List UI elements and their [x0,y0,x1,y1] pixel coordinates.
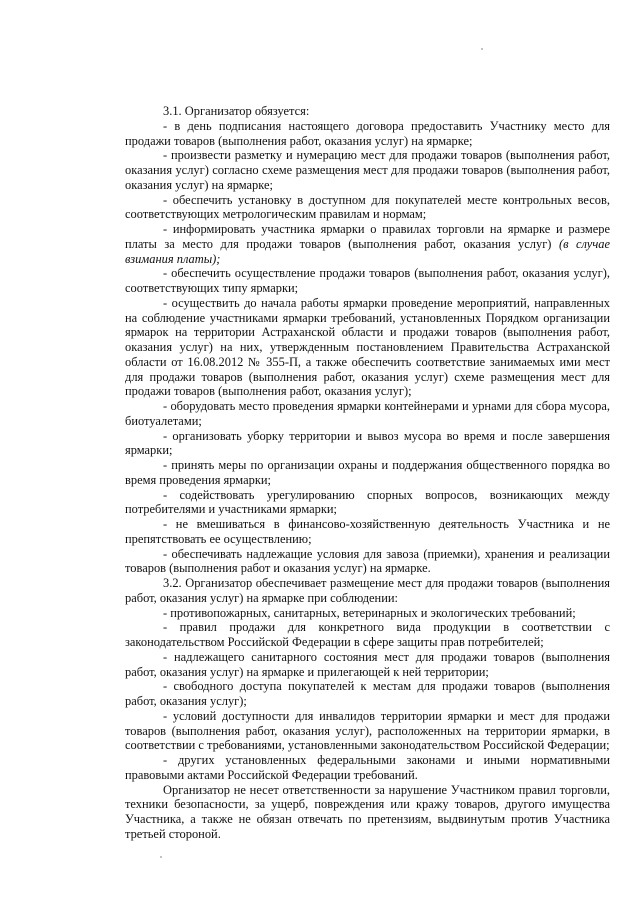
scan-speck [160,856,162,858]
obligation-item-inform [125,222,610,266]
obligation-item: - содействовать урегулированию спорных вопросов, возникающих между потребителями и участниками ярмарки; [125,487,610,517]
document-body [125,104,610,842]
condition-item: - свободного доступа покупателей к местам для продажи товаров (выполнения работ, оказания услуг); [125,679,610,708]
condition-item: - других установленных федеральными законами и иными нормативными правовыми актами Российской Федерации требований. [125,753,610,782]
obligation-item: - обеспечить осуществление продажи товаров (выполнения работ, оказания услуг), соответствующих типу ярмарки; [125,266,610,295]
obligation-item: - в день подписания настоящего договора предоставить Участнику место для продажи товаров (выполнения работ, оказания услуг) на ярмарке; [125,118,610,148]
obligation-item: - организовать уборку территории и вывоз мусора во время и после завершения ярмарки; [125,428,610,458]
section-3-2-heading: 3.2. Организатор обеспечивает размещение мест для продажи товаров (выполнения работ, оказания услуг) на ярмарке при соблюдении: [125,576,610,605]
obligation-item: - принять меры по организации охраны и поддержания общественного порядка во время проведения ярмарки; [125,458,610,487]
condition-item: - надлежащего санитарного состояния мест для продажи товаров (выполнения работ, оказания услуг) на ярмарке и прилегающей к ней территории; [125,649,610,679]
obligation-item: - оборудовать место проведения ярмарки контейнерами и урнами для сбора мусора, биотуалетами; [125,399,610,428]
obligation-item: - осуществить до начала работы ярмарки проведение мероприятий, направленных на соблюдение участниками ярмарки требований, установленных Порядком организации ярмарок на территории Астраханской области и продажи товаров (выполнения работ, оказания услуг) на них, утвержденным постановлением Правительства Астраханской области от 16.08.2012 № 355-П, а также обеспечить соответствие занимаемых ими мест для продажи товаров (выполнения работ, оказания услуг) схеме размещения мест для продажи товаров (выполнения работ, оказания услуг); [125,295,610,399]
obligation-item: - обеспечить установку в доступном для покупателей месте контрольных весов, соответствующих метрологическим правилам и нормам; [125,192,610,222]
condition-item: - правил продажи для конкретного вида продукции в соответствии с законодательством Российской Федерации в сфере защиты прав потребителей; [125,620,610,649]
obligation-inform-note: (в случае взимания платы); [125,236,610,266]
obligation-item: - не вмешиваться в финансово-хозяйственную деятельность Участника и не препятствовать ее осуществлению; [125,517,610,546]
obligation-inform-text: - информировать участника ярмарки о правилах торговли на ярмарке и размере платы за место для продажи товаров (выполнения работ, оказания услуг) [125,222,610,251]
section-3-1-heading: 3.1. Организатор обязуется: [163,104,310,118]
liability-paragraph: Организатор не несет ответственности за нарушение Участником правил торговли, техники безопасности, за ущерб, повреждения или кражу товаров, другого имущества Участника, а также не обязан отвечать по претензиям, выдвинутым против Участника третьей стороной. [125,782,610,841]
condition-item: - противопожарных, санитарных, ветеринарных и экологических требований; [163,605,576,620]
condition-item: - условий доступности для инвалидов территории ярмарки и мест для продажи товаров (выполнения работ, оказания услуг), расположенных на территории ярмарки, в соответствии с требованиями, установленными законодательством Российской Федерации; [125,708,610,753]
obligation-item: - произвести разметку и нумерацию мест для продажи товаров (выполнения работ, оказания услуг) согласно схеме размещения мест для продажи товаров (выполнения работ, оказания услуг) на ярмарке; [125,148,610,192]
obligation-item: - обеспечивать надлежащие условия для завоза (приемки), хранения и реализации товаров (выполнения работ и оказания услуг) на ярмарке. [125,546,610,576]
scan-speck [481,48,483,50]
